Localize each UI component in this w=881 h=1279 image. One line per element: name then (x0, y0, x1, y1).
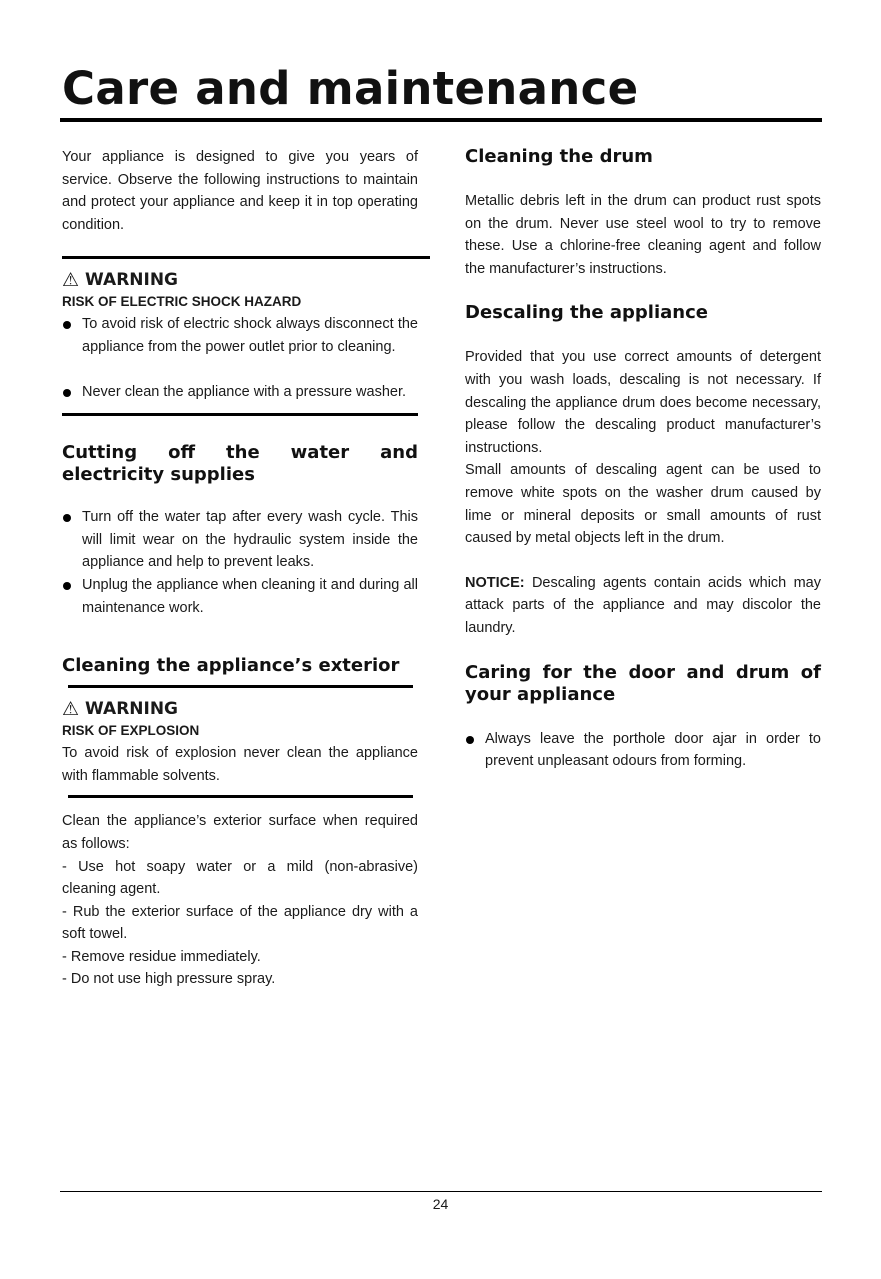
notice-label: NOTICE: (465, 574, 525, 591)
footer-rule (60, 1191, 822, 1192)
section-heading-caring: Caring for the door and drum of your appliance (465, 661, 821, 705)
exterior-paragraph: Clean the appliance’s exterior surface when required as follows: (62, 813, 418, 852)
exterior-step: - Do not use high pressure spray. (62, 971, 276, 988)
warning-text: To avoid risk of explosion never clean the appliance with flammable solvents. (62, 745, 418, 784)
bullet-icon (63, 389, 71, 397)
bullet-icon (466, 736, 474, 744)
bullet-icon (63, 321, 71, 329)
bullet-icon (63, 514, 71, 522)
descaling-paragraph: Small amounts of descaling agent can be used to remove white spots on the washer drum caused by lime or mineral deposits or small amounts of rust caused by metal objects left in the drum. (465, 462, 821, 547)
exterior-step: - Remove residue immediately. (62, 948, 261, 965)
warning-bullets (62, 313, 418, 403)
descaling-paragraph: Provided that you use correct amounts of detergent with you wash loads, descaling is not necessary. If descaling the appliance drum does become necessary, please follow the descaling product manufacturer’s instructions. (465, 349, 821, 456)
list-item: Never clean the appliance with a pressure washer. (62, 381, 418, 404)
notice-text: Descaling agents contain acids which may attack parts of the appliance and may discolor the laundry. (465, 574, 821, 636)
warning-heading (62, 269, 418, 291)
warning-top-rule (68, 685, 413, 688)
section-heading-cutting: Cutting off the water and electricity supplies (62, 442, 418, 486)
exterior-step: - Rub the exterior surface of the appliance dry with a soft towel. (62, 903, 418, 943)
section-heading-drum: Cleaning the drum (465, 146, 653, 167)
left-column (62, 146, 418, 991)
warning-bottom-rule (68, 795, 413, 798)
caring-bullets (465, 728, 821, 773)
list-item: To avoid risk of electric shock always disconnect the appliance from the power outlet prior to cleaning. (62, 313, 418, 358)
risk-label: RISK OF ELECTRIC SHOCK HAZARD (62, 294, 302, 310)
warning-triangle-icon: ⚠ (62, 269, 80, 292)
bullet-icon (63, 582, 71, 590)
section-heading-exterior: Cleaning the appliance’s exterior (62, 655, 400, 677)
notice-paragraph (465, 572, 821, 640)
warning-top-rule (62, 256, 430, 259)
warning-bottom-rule (62, 413, 418, 416)
risk-label: RISK OF EXPLOSION (62, 723, 200, 739)
warning-triangle-icon: ⚠ (62, 698, 80, 721)
warning-label: WARNING (85, 270, 179, 291)
cutting-bullets (62, 506, 418, 619)
list-item: Unplug the appliance when cleaning it and during all maintenance work. (62, 574, 418, 619)
drum-paragraph: Metallic debris left in the drum can product rust spots on the drum. Never use steel wool to try to remove these. Use a chlorine-free cleaning agent and follow the manufacturer’s instructions. (465, 193, 821, 277)
page-title: Care and maintenance (62, 62, 639, 115)
intro-paragraph: Your appliance is designed to give you years of service. Observe the following instructions to maintain and protect your appliance and keep it in top operating condition. (62, 149, 418, 233)
section-heading-descaling: Descaling the appliance (465, 302, 708, 324)
right-column (465, 146, 821, 773)
warning-label: WARNING (85, 699, 179, 720)
page-number: 24 (432, 1196, 449, 1212)
list-item: Turn off the water tap after every wash cycle. This will limit wear on the hydraulic system inside the appliance and help to prevent leaks. (62, 506, 418, 574)
warning-heading (62, 698, 418, 720)
exterior-step: - Use hot soapy water or a mild (non-abrasive) cleaning agent. (62, 858, 418, 898)
list-item: Always leave the porthole door ajar in order to prevent unpleasant odours from forming. (465, 728, 821, 773)
title-rule (60, 118, 822, 122)
